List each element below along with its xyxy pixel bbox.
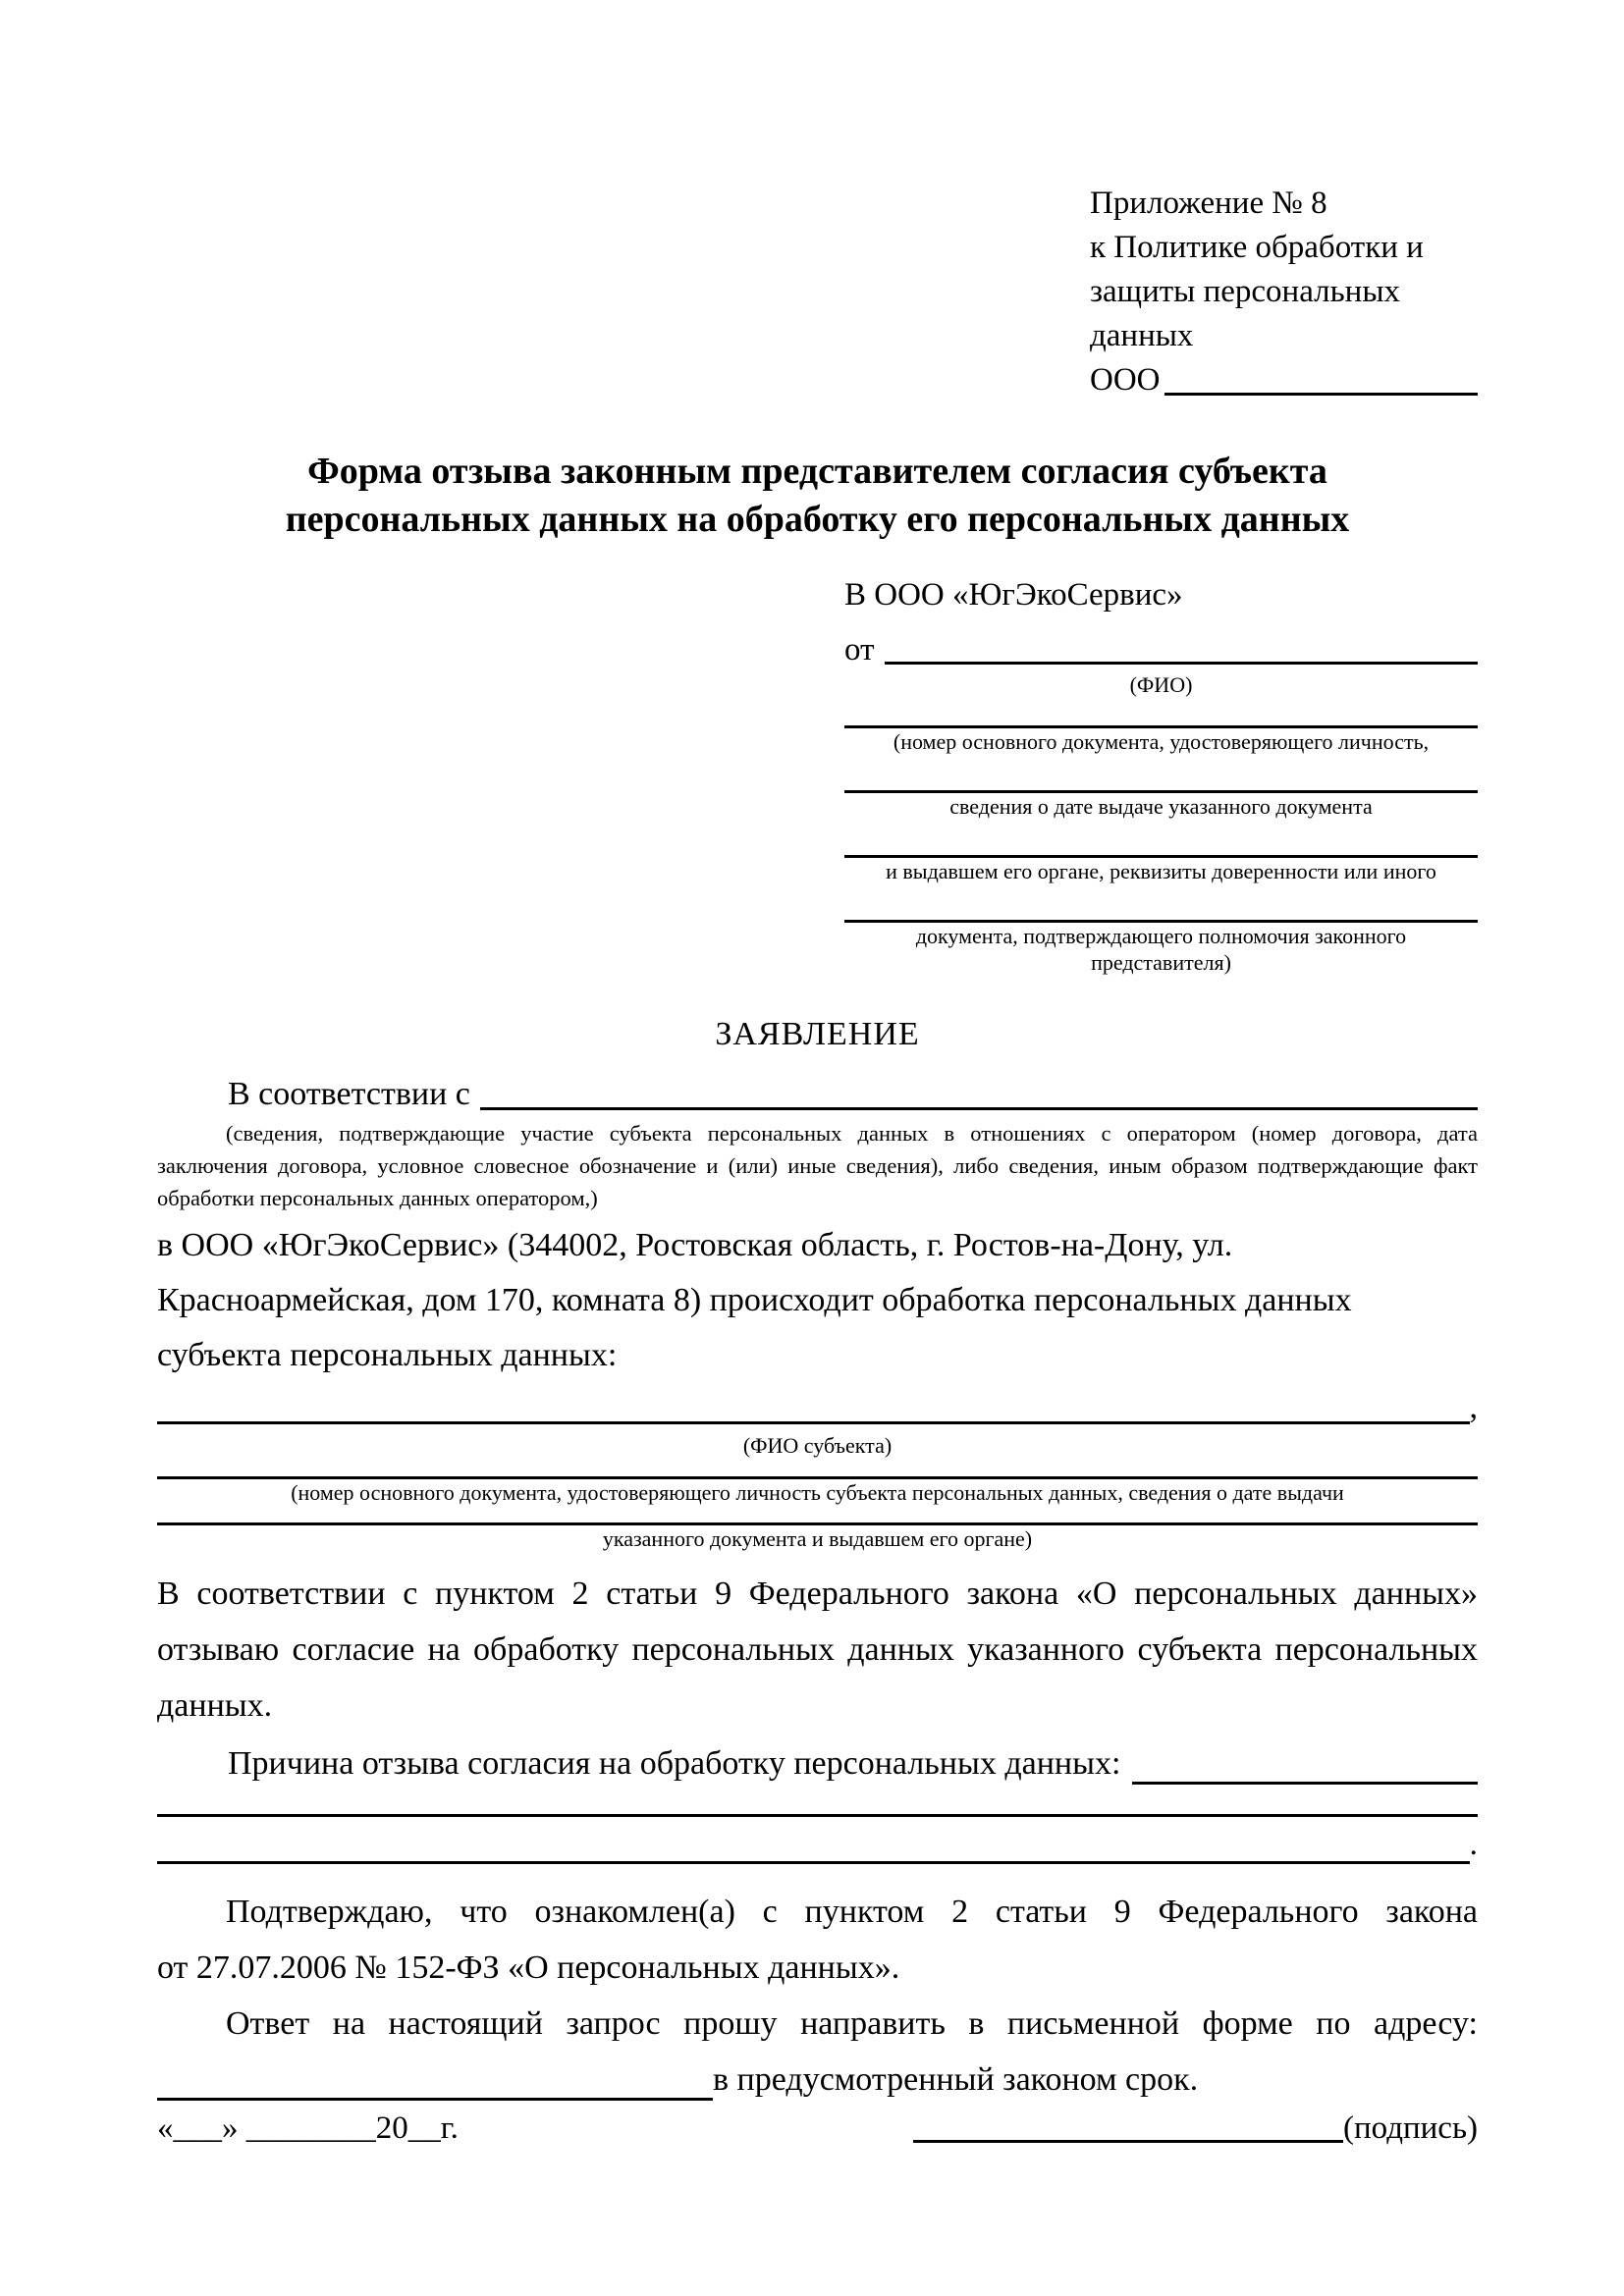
signature-caption: (подпись) [1343, 2110, 1478, 2147]
operator-line-2: Красноармейская, дом 170, комната 8) происходит обработка персональных данных [157, 1282, 1352, 1318]
withdraw-paragraph [157, 1566, 1478, 1734]
small-note [157, 1117, 1478, 1214]
appendix-line-2: к Политике обработки и [1090, 230, 1424, 265]
comma-mark: , [1469, 1389, 1478, 1425]
representative-name-blank [885, 662, 1479, 665]
statement-heading: ЗАЯВЛЕНИЕ [715, 1016, 920, 1052]
withdraw-line-3: данных. [157, 1687, 273, 1725]
fio-caption: (ФИО) [1129, 672, 1193, 697]
in-accordance-blank [480, 1107, 1478, 1110]
reason-blank-row-2 [157, 1817, 1478, 1872]
reason-row [157, 1735, 1478, 1791]
appendix-line-1: Приложение № 8 [1090, 186, 1327, 221]
company-name-blank [1164, 393, 1479, 396]
confirm-paragraph [157, 1884, 1478, 1996]
appendix-note [1090, 182, 1478, 402]
from-label: от [844, 632, 875, 667]
subject-doc-caption-1: (номер основного документа, удостоверяющего личность субъекта персональных данных, сведения о дате выдачи [291, 1479, 1344, 1505]
doc-authority-blank [844, 820, 1478, 858]
withdraw-line-2: отзываю согласие на обработку персональных данных указанного субъекта персональных [157, 1631, 1478, 1669]
small-note-line-3: обработки персональных данных оператором,) [157, 1186, 598, 1210]
subject-doc-blank [157, 1459, 1478, 1479]
reason-label: Причина отзыва согласия на обработку персональных данных: [228, 1745, 1121, 1783]
signature-blank [913, 2140, 1343, 2143]
operator-paragraph [157, 1218, 1478, 1383]
ooo-label: ООО [1090, 362, 1161, 398]
doc-issue-date-blank [844, 755, 1478, 793]
document-title [157, 448, 1478, 544]
reason-blank-short [1132, 1782, 1478, 1785]
addressee-block [844, 573, 1478, 976]
operator-line-1: в ООО «ЮгЭкоСервис» (344002, Ростовская область, г. Ростов-на-Дону, ул. [157, 1227, 1233, 1263]
withdraw-line-1: В соответствии с пунктом 2 статьи 9 Федерального закона «О персональных данных» [157, 1575, 1478, 1613]
subject-doc-caption-2: указанного документа и выдавшем его органе) [602, 1526, 1033, 1552]
reply-tail-text: в предусмотренный законом срок. [713, 2061, 1199, 2099]
appendix-ooo-row [1090, 358, 1478, 402]
subject-doc-blank-2 [157, 1506, 1478, 1526]
reply-paragraph: Ответ на настоящий запрос прошу направить в письменной форме по адресу: [226, 2005, 1478, 2043]
reply-address-blank [157, 2098, 713, 2101]
operator-line-3: субъекта персональных данных: [157, 1337, 618, 1373]
title-line-2: персональных данных на обработку его персональных данных [285, 499, 1350, 540]
doc-powers-blank [844, 884, 1478, 923]
appendix-line-3: защиты персональных данных [1090, 274, 1400, 353]
reason-blank-line-1 [157, 1791, 1478, 1817]
doc-powers-caption: документа, подтверждающего полномочия законного представителя) [915, 924, 1407, 975]
subject-fio-blank [157, 1421, 1470, 1424]
signature-area [913, 2108, 1478, 2149]
title-line-1: Форма отзыва законным представителем согласия субъекта [307, 451, 1327, 492]
addressee-company: В ООО «ЮгЭкоСервис» [844, 577, 1183, 613]
doc-issue-date-caption: сведения о дате выдаче указанного документа [949, 794, 1373, 819]
period-mark: . [1469, 1826, 1478, 1863]
doc-authority-caption: и выдавшем его органе, реквизиты доверенности или иного [886, 859, 1436, 883]
subject-fio-row [157, 1383, 1478, 1432]
in-accordance-row [157, 1072, 1478, 1117]
from-row [844, 628, 1478, 671]
small-note-line-1: (сведения, подтверждающие участие субъекта персональных данных в отношениях с оператором (номер договора, дата [226, 1121, 1478, 1146]
subject-fio-caption: (ФИО субъекта) [742, 1433, 893, 1458]
date-blank: «___» ________20__г. [157, 2110, 459, 2147]
confirm-line-2: от 27.07.2006 № 152-ФЗ «О персональных данных». [157, 1949, 900, 1987]
small-note-line-2: заключения договора, условное словесное обозначение и (или) иные сведения), либо сведения, иным образом подтверждающие факт [157, 1153, 1478, 1178]
reason-blank-line-2 [157, 1861, 1470, 1864]
doc-number-caption: (номер основного документа, удостоверяющего личность, [893, 729, 1430, 754]
doc-number-blank [844, 698, 1478, 728]
confirm-line-1: Подтверждаю, что ознакомлен(а) с пунктом 2 статьи 9 Федерального закона [226, 1894, 1478, 1931]
signature-footer [157, 2108, 1478, 2149]
in-accordance-label: В соответствии с [228, 1076, 470, 1112]
reply-address-row [157, 2052, 1478, 2108]
